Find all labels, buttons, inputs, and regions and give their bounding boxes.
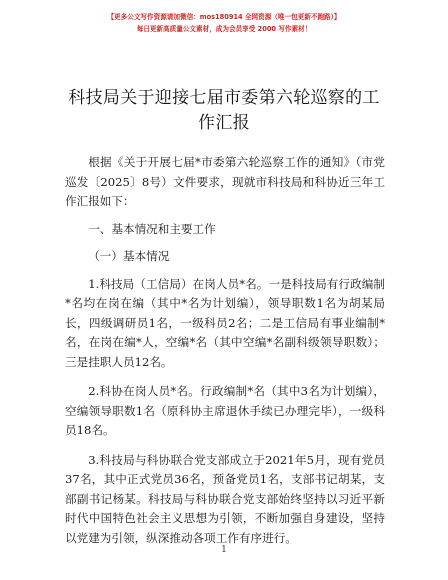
paragraph-item-1: 1.科技局（工信局）在岗人员*名。一是科技局有行政编制*名均在岗在编（其中*名为计划编），领导职数1名为胡某局长，四级调研员1名，一级科员2名；二是工信局有事业编制*名，在岗在编*人，空编*名（其中空编*名副科级领导职数）；三是挂职人员12名。: [65, 276, 385, 369]
subsection-heading-basic-info: （一）基本情况: [88, 249, 170, 263]
promo-banner: [0, 12, 448, 34]
paragraph-item-3: 3.科技局与科协联合党支部成立于2021年5月，现有党员37名，其中正式党员36名，预备党员1名，支部书记胡某，支部副书记杨某。科技局与科协联合党支部始终坚持以习近平新时代中国特色社会主义思想为引领，不断加强自身建设，坚持以党建为引领，纵深推动各项工作有序进行。: [65, 452, 385, 545]
promo-banner-line-2: 每日更新高质量公文素材，成为会员享受 2000 写作素材！: [136, 25, 312, 33]
paragraph-item-2: 2.科协在岗人员*名。行政编制*名（其中3名为计划编），空编领导职数1名（原科协主席退休手续已办理完毕），一级科员18名。: [65, 384, 385, 437]
promo-banner-line-1: 【更多公文写作资源请加微信：mos180914 全网资源（唯一包更新不跑路）】: [107, 13, 341, 21]
section-heading-basic-situation: 一、基本情况和主要工作: [88, 221, 216, 236]
document-title: 科技局关于迎接七届市委第六轮巡察的工作汇报: [68, 88, 380, 133]
page-number: 1: [221, 545, 227, 555]
intro-paragraph: 根据《关于开展七届*市委第六轮巡察工作的通知》（市党巡发〔2025〕8号）文件要求，现就市科技局和科协近三年工作汇报如下：: [65, 155, 385, 208]
document-body: [65, 153, 385, 548]
